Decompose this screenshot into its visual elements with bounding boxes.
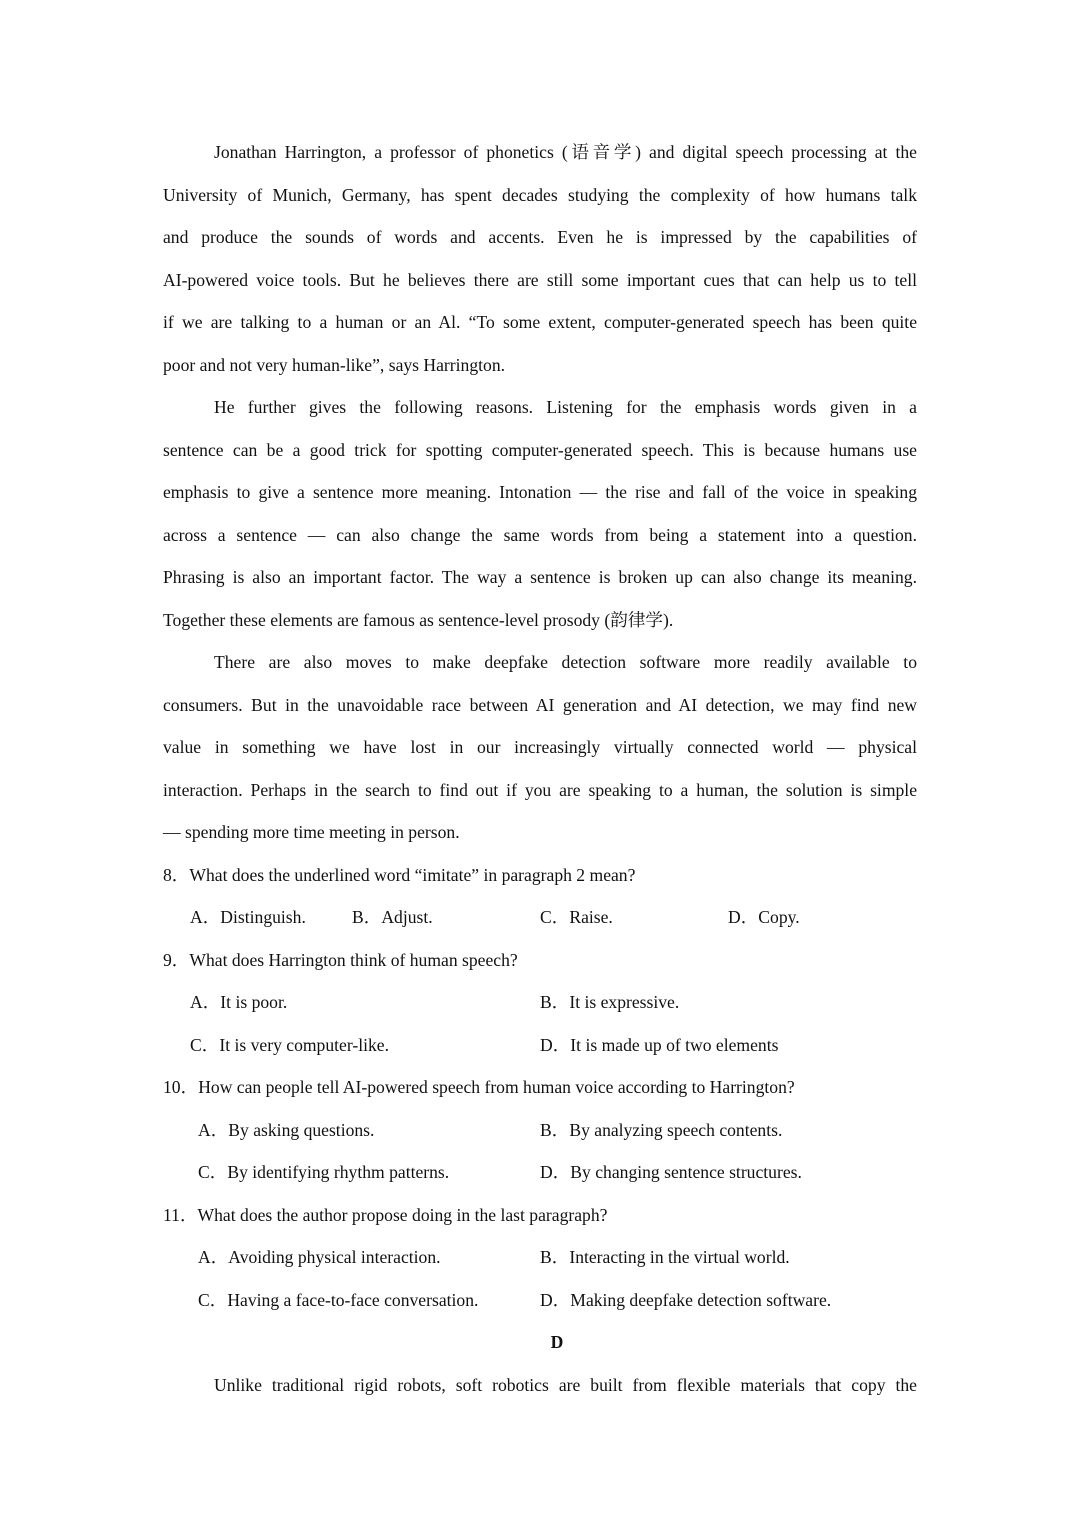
- options-row: [163, 1151, 917, 1194]
- paragraph-line: poor and not very human-like”, says Harrington.: [163, 354, 506, 375]
- answer-option: A．It is poor.: [190, 992, 288, 1012]
- answer-option: D．It is made up of two elements: [540, 1034, 779, 1055]
- question: [163, 1066, 917, 1194]
- answer-option: B．It is expressive.: [540, 992, 680, 1012]
- answer-option: D．Copy.: [728, 907, 800, 927]
- answer-option: C．Having a face-to-face conversation.: [198, 1289, 479, 1310]
- paragraph-line: Together these elements are famous as sentence-level prosody (韵律学).: [163, 609, 674, 630]
- answer-option: A．Distinguish.: [190, 907, 306, 927]
- answer-option: B．Interacting in the virtual world.: [540, 1247, 790, 1267]
- options-row: [163, 896, 917, 939]
- paragraph-line: consumers. But in the unavoidable race between AI generation and AI detection, we may find new: [163, 694, 917, 715]
- question-stem: 10．How can people tell AI-powered speech from human voice according to Harrington?: [163, 1077, 795, 1097]
- paragraph-line: There are also moves to make deepfake detection software more readily available to: [214, 652, 917, 672]
- paragraph: [163, 641, 917, 854]
- paragraph-line: Unlike traditional rigid robots, soft robotics are built from flexible materials that copy the: [214, 1374, 917, 1395]
- options-row: [163, 1024, 917, 1067]
- question-stem: 9．What does Harrington think of human speech?: [163, 949, 518, 970]
- paragraph-line: — spending more time meeting in person.: [163, 822, 460, 842]
- paragraph-line: emphasis to give a sentence more meaning. Intonation — the rise and fall of the voice in speaking: [163, 482, 917, 502]
- answer-option: C．Raise.: [540, 907, 613, 927]
- section-heading: D: [550, 1332, 564, 1352]
- paragraph-line: if we are talking to a human or an Al. “To some extent, computer-generated speech has been quite: [163, 312, 917, 332]
- document-page: [163, 131, 917, 1406]
- paragraph-line: University of Munich, Germany, has spent decades studying the complexity of how humans talk: [163, 184, 917, 205]
- question: [163, 854, 917, 939]
- paragraph-line: He further gives the following reasons. Listening for the emphasis words given in a: [214, 397, 917, 417]
- question: [163, 1194, 917, 1322]
- paragraph-line: value in something we have lost in our increasingly virtually connected world — physical: [163, 737, 917, 757]
- answer-option: B．By analyzing speech contents.: [540, 1119, 783, 1140]
- options-row: [163, 1279, 917, 1322]
- answer-option: C．It is very computer-like.: [190, 1034, 389, 1055]
- answer-option: A．Avoiding physical interaction.: [198, 1247, 441, 1267]
- paragraph: [163, 386, 917, 641]
- options-row: [163, 1236, 917, 1279]
- question-stem: 11．What does the author propose doing in the last paragraph?: [163, 1204, 608, 1225]
- question: [163, 939, 917, 1067]
- options-row: [163, 981, 917, 1024]
- paragraph-line: sentence can be a good trick for spotting computer-generated speech. This is because humans use: [163, 439, 917, 460]
- options-row: [163, 1109, 917, 1152]
- answer-option: D．Making deepfake detection software.: [540, 1289, 832, 1310]
- paragraph: [163, 131, 917, 386]
- paragraph-line: Jonathan Harrington, a professor of phonetics (语音学) and digital speech processing at the: [214, 142, 917, 162]
- answer-option: A．By asking questions.: [198, 1119, 375, 1140]
- answer-option: C．By identifying rhythm patterns.: [198, 1162, 450, 1182]
- paragraph-line: and produce the sounds of words and accents. Even he is impressed by the capabilities of: [163, 227, 917, 247]
- paragraph-line: interaction. Perhaps in the search to find out if you are speaking to a human, the solution is simple: [163, 779, 917, 800]
- answer-option: B．Adjust.: [352, 907, 433, 927]
- paragraph-line: across a sentence — can also change the same words from being a statement into a question.: [163, 524, 917, 545]
- answer-option: D．By changing sentence structures.: [540, 1162, 802, 1182]
- paragraph-line: Phrasing is also an important factor. The way a sentence is broken up can also change its meaning.: [163, 567, 917, 587]
- paragraph-line: AI-powered voice tools. But he believes there are still some important cues that can help us to tell: [163, 269, 917, 290]
- question-stem: 8．What does the underlined word “imitate” in paragraph 2 mean?: [163, 864, 636, 885]
